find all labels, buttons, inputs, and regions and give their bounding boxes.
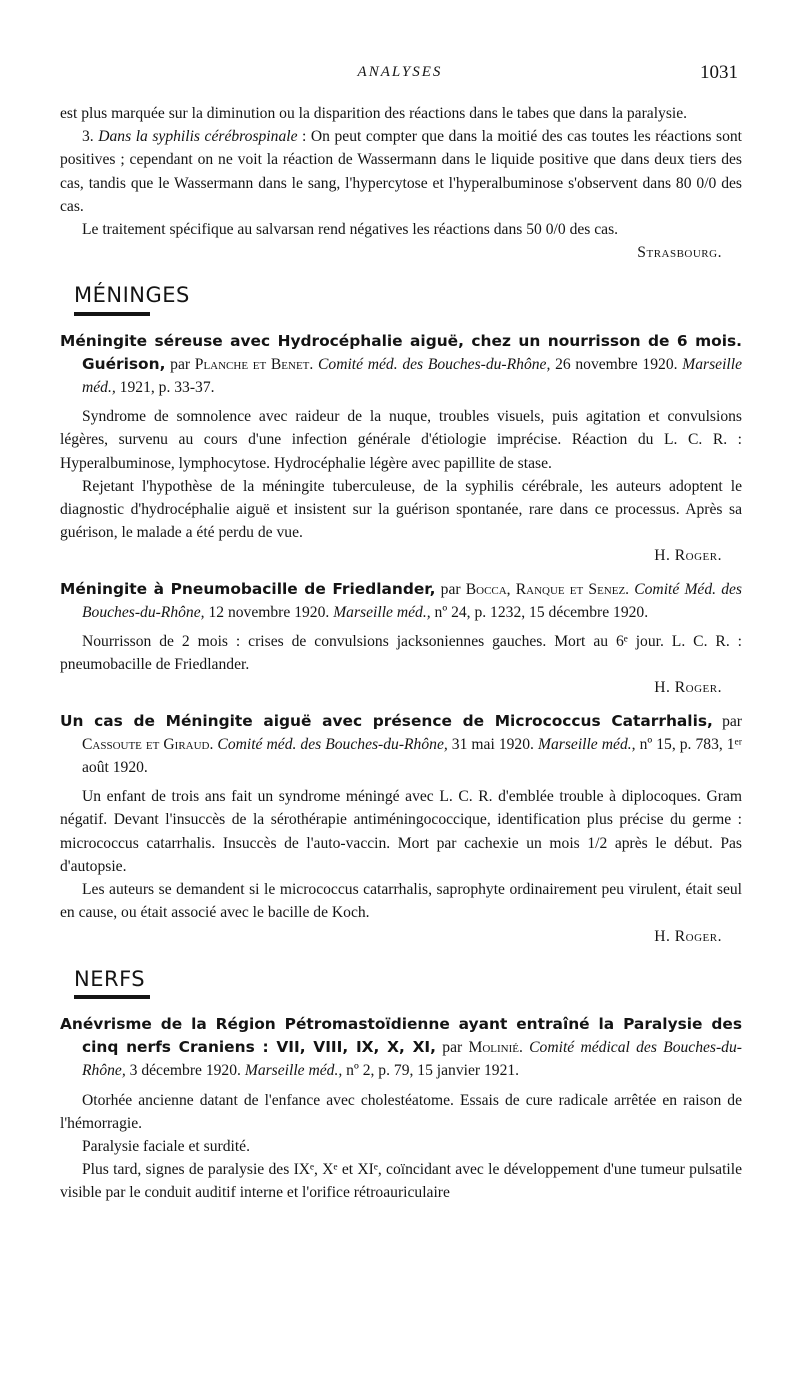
abstract-paragraph: Syndrome de somnolence avec raideur de la nuque, troubles visuels, puis agitation et convulsions légères, survenu au cours d'une infection générale d'étiologie imprécise. Réaction du L. C. R. : Hyperalbuminose, lymphocytose. Hydrocéphalie légère avec papillite de stase. — [60, 408, 742, 472]
ref-authors: Cassoute et Giraud. — [82, 735, 214, 753]
abstract-paragraph: Rejetant l'hypothèse de la méningite tuberculeuse, de la syphilis cérébrale, les auteurs adoptent le diagnostic d'hydrocéphalie aiguë et insistent sur la guérison spontanée, rare dans ce processus. Après sa guérison, le malade a été perdu de vue. — [60, 477, 742, 542]
section-rule — [74, 312, 150, 316]
section-rule — [74, 995, 150, 999]
item-text: : On peut compter que dans la moitié des cas toutes les réactions sont positives ; cependant on ne voit la réaction de Wassermann dans le liquide positive que dans deux tiers des cas, tandis que le Wassermann dans le sang, l'hypercytose et l'hyperalbuminose s'observent dans 80 0/0 des cas. — [60, 128, 742, 215]
item-number: 3. — [82, 128, 94, 146]
ref-text: par — [435, 580, 466, 598]
author-signature: H. Roger. — [654, 927, 722, 945]
ref-journal: Comité méd. des Bouches-du-Rhône, — [213, 735, 448, 753]
abstract-paragraph: Les auteurs se demandent si le micrococcus catarrhalis, saprophyte ordinairement peu virulent, était seul en cause, ou était associé avec le bacille de Koch. — [60, 881, 742, 922]
item-heading: Dans la syphilis cérébrospinale — [98, 128, 298, 146]
abstract-title: Méningite séreuse avec Hydrocéphalie aiguë, chez un nourrisson de 6 mois. Guérison, — [60, 331, 742, 373]
abstract-paragraph: Un enfant de trois ans fait un syndrome méningé avec L. C. R. d'emblée trouble à diplocoques. Gram négatif. Devant l'insuccès de la sérothérapie antiméningococcique, identification plus précise du germe : micrococcus catarrhalis. Insuccès de l'auto-vaccin. Mort par cachexie un mois 1/2 après le début. Pas d'autopsie. — [60, 788, 742, 875]
ref-journal: Marseille méd., — [333, 603, 431, 621]
abstract-title: Un cas de Méningite aiguë avec présence de Micrococcus Catarrhalis, — [60, 711, 713, 730]
abstract-header — [60, 578, 742, 624]
running-title: ANALYSES — [357, 64, 443, 80]
section-heading-nerfs: NERFS — [74, 966, 146, 991]
abstract-paragraph: Nourrisson de 2 mois : crises de convulsions jacksoniennes gauches. Mort au 6ᵉ jour. L. C. R. : pneumobacille de Friedlander. — [60, 633, 742, 674]
page-number: 1031 — [700, 62, 738, 83]
abstract-header — [60, 1013, 742, 1083]
ref-text: 26 novembre 1920. — [550, 355, 683, 373]
intro-paragraph-2 — [60, 125, 742, 218]
ref-journal: Comité méd. des Bouches-du-Rhône, — [313, 355, 551, 373]
author-signature: H. Roger. — [654, 547, 722, 565]
author-signature: H. Roger. — [654, 679, 722, 697]
section-heading-meninges: MÉNINGES — [74, 283, 190, 308]
abstract-paragraph: Otorhée ancienne datant de l'enfance avec cholestéatome. Essais de cure radicale arrêtée en raison de l'hémorragie. — [60, 1091, 742, 1132]
ref-text: nº 2, p. 79, 15 janvier 1921. — [342, 1062, 520, 1080]
ref-text: 3 décembre 1920. — [125, 1062, 245, 1080]
abstract-header — [60, 330, 742, 400]
ref-journal: Marseille méd., — [244, 1062, 343, 1080]
ref-journal: Marseille méd., — [82, 355, 742, 397]
ref-journal: Comité Méd. des Bouches-du-Rhône, — [82, 580, 742, 621]
ref-text: 1921, p. 33-37. — [115, 379, 215, 397]
ref-text: 31 mai 1920. — [447, 735, 538, 753]
abstract-title: Anévrisme de la Région Pétromastoïdienne ayant entraîné la Paralysie des cinq nerfs Craniens : VII, VIII, IX, X, XI, — [60, 1014, 742, 1057]
ref-journal: Marseille méd., — [537, 735, 636, 753]
intro-paragraph-3: Le traitement spécifique au salvarsan rend négatives les réactions dans 50 0/0 des cas. — [82, 221, 619, 239]
ref-text: par — [712, 712, 742, 730]
abstract-paragraph: Paralysie faciale et surdité. — [82, 1137, 250, 1155]
ref-text: nº 24, p. 1232, 15 décembre 1920. — [430, 603, 649, 621]
page-body — [60, 102, 742, 1205]
ref-authors: Molinié. — [468, 1039, 523, 1057]
abstract-header — [60, 710, 742, 780]
abstract-title: Méningite à Pneumobacille de Friedlander, — [60, 579, 436, 598]
ref-text: 12 novembre 1920. — [204, 603, 334, 621]
ref-text: par — [165, 355, 195, 373]
abstract-paragraph: Plus tard, signes de paralysie des IXᵉ, Xᵉ et XIᵉ, coïncidant avec le développement d'une tumeur pulsatile visible par le conduit auditif interne et l'orifice rétroauriculaire — [60, 1161, 742, 1202]
intro-paragraph-1: est plus marquée sur la diminution ou la disparition des réactions dans le tabes que dans la paralysie. — [60, 105, 688, 122]
ref-text: nº 15, p. 783, 1ᵉʳ août 1920. — [82, 735, 742, 777]
ref-authors: Bocca, Ranque et Senez. — [465, 580, 630, 598]
ref-text: par — [436, 1039, 469, 1057]
author-signature: Strasbourg. — [637, 244, 722, 262]
ref-journal: Comité médical des Bouches-du-Rhône, — [82, 1039, 742, 1080]
running-header — [0, 62, 800, 86]
ref-authors: Planche et Benet. — [194, 355, 314, 373]
